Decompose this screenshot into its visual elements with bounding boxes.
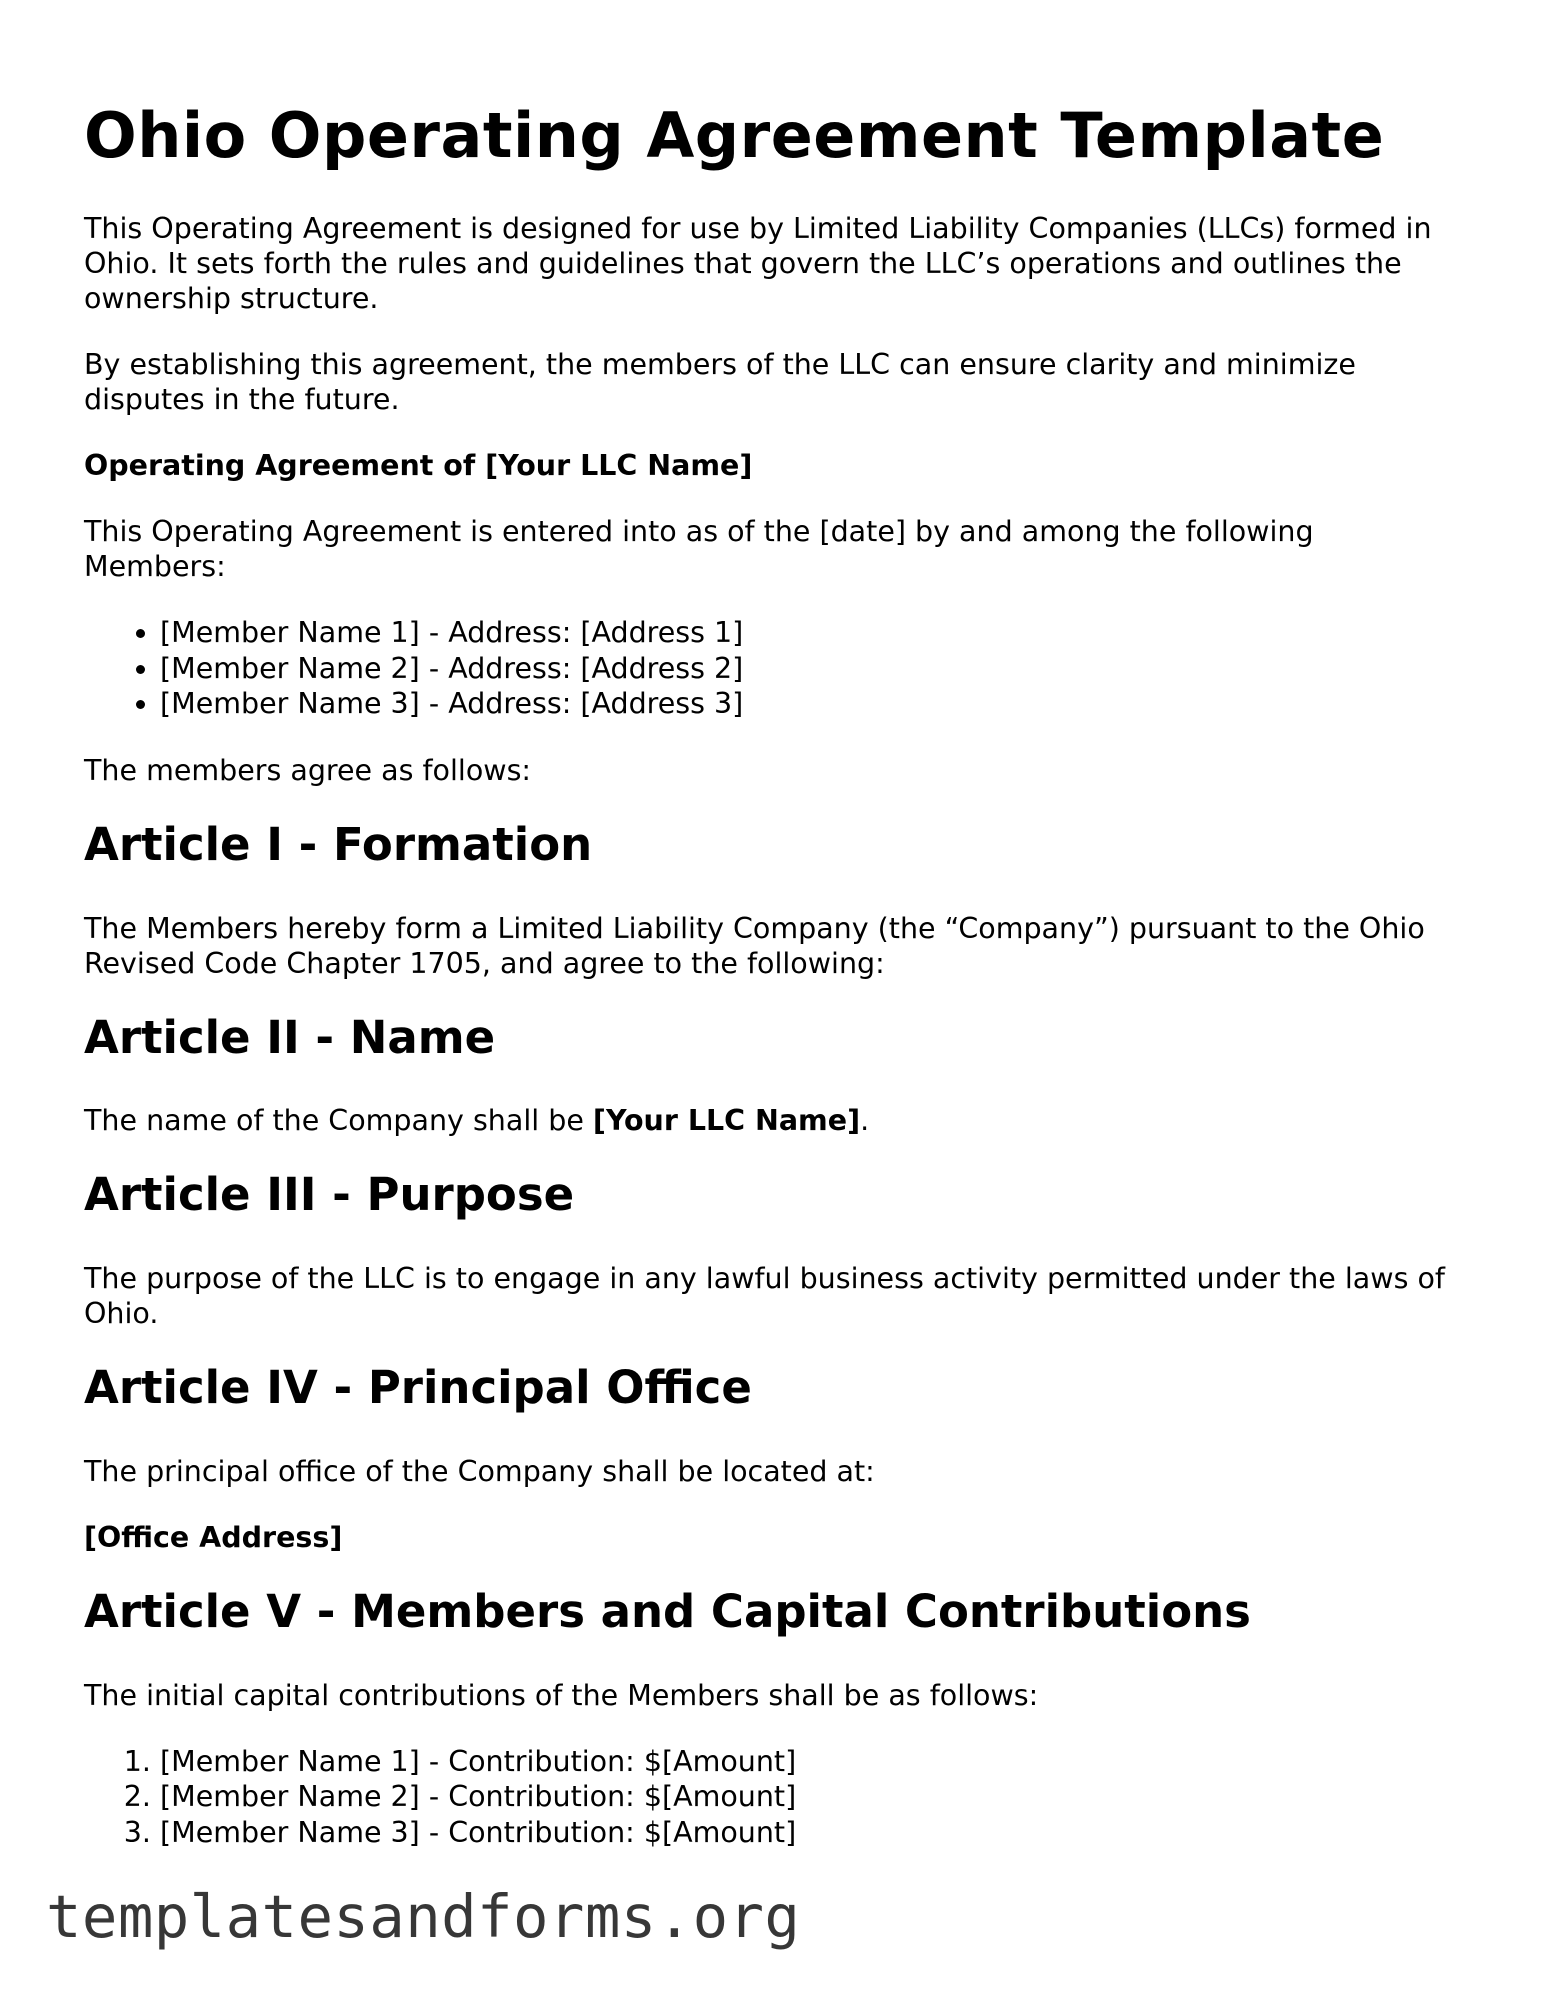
intro-paragraph-1: This Operating Agreement is designed for use by Limited Liability Companies (LLCs) formed in Ohio. It sets forth the rules and guidelines that govern the LLC’s operations and outlines the ownership structure. <box>84 212 1432 316</box>
members-list <box>84 615 1464 722</box>
agree-follows-paragraph: The members agree as follows: <box>84 753 532 787</box>
article-3-heading: Article III - Purpose <box>84 1168 575 1222</box>
document-title: Ohio Operating Agreement Template <box>84 99 1385 172</box>
article-2-llc-name: [Your LLC Name] <box>592 1104 861 1138</box>
article-4-heading: Article IV - Principal Office <box>84 1361 752 1415</box>
article-2-text-before: The name of the Company shall be <box>84 1104 593 1138</box>
article-3-text: The purpose of the LLC is to engage in any lawful business activity permitted under the laws of Ohio. <box>84 1262 1445 1331</box>
office-address <box>84 1520 1464 1555</box>
article-5-text: The initial capital contributions of the Members shall be as follows: <box>84 1678 1039 1712</box>
intro-paragraph-2: By establishing this agreement, the members of the LLC can ensure clarity and minimize disputes in the future. <box>84 348 1356 417</box>
watermark: templatesandforms.org <box>46 1882 801 1951</box>
article-5-heading: Article V - Members and Capital Contributions <box>84 1584 1251 1638</box>
article-4-text: The principal office of the Company shall be located at: <box>84 1454 875 1488</box>
entered-into-paragraph: This Operating Agreement is entered into as of the [date] by and among the following Members: <box>84 515 1314 584</box>
article-2-heading: Article II - Name <box>84 1010 496 1064</box>
article-2-text-after: . <box>860 1104 870 1138</box>
list-item: • [Member Name 3] - Address: [Address 3] <box>160 686 1464 722</box>
list-item: 3. [Member Name 3] - Contribution: $[Amount] <box>160 1815 1464 1851</box>
agreement-heading-text: Operating Agreement of [Your LLC Name] <box>84 449 753 483</box>
list-item: • [Member Name 1] - Address: [Address 1] <box>160 615 1464 651</box>
list-item: 2. [Member Name 2] - Contribution: $[Amount] <box>160 1779 1464 1815</box>
contributions-list <box>84 1744 1464 1851</box>
office-address-text: [Office Address] <box>84 1520 343 1554</box>
document-page <box>84 100 1464 1881</box>
list-item: • [Member Name 2] - Address: [Address 2] <box>160 651 1464 687</box>
article-1-heading: Article I - Formation <box>84 817 593 871</box>
article-2-text <box>84 1103 1464 1138</box>
article-1-text: The Members hereby form a Limited Liability Company (the “Company”) pursuant to the Ohio Revised Code Chapter 1705, and agree to the following: <box>84 911 1425 980</box>
agreement-heading <box>84 448 1464 483</box>
list-item: 1. [Member Name 1] - Contribution: $[Amount] <box>160 1744 1464 1780</box>
